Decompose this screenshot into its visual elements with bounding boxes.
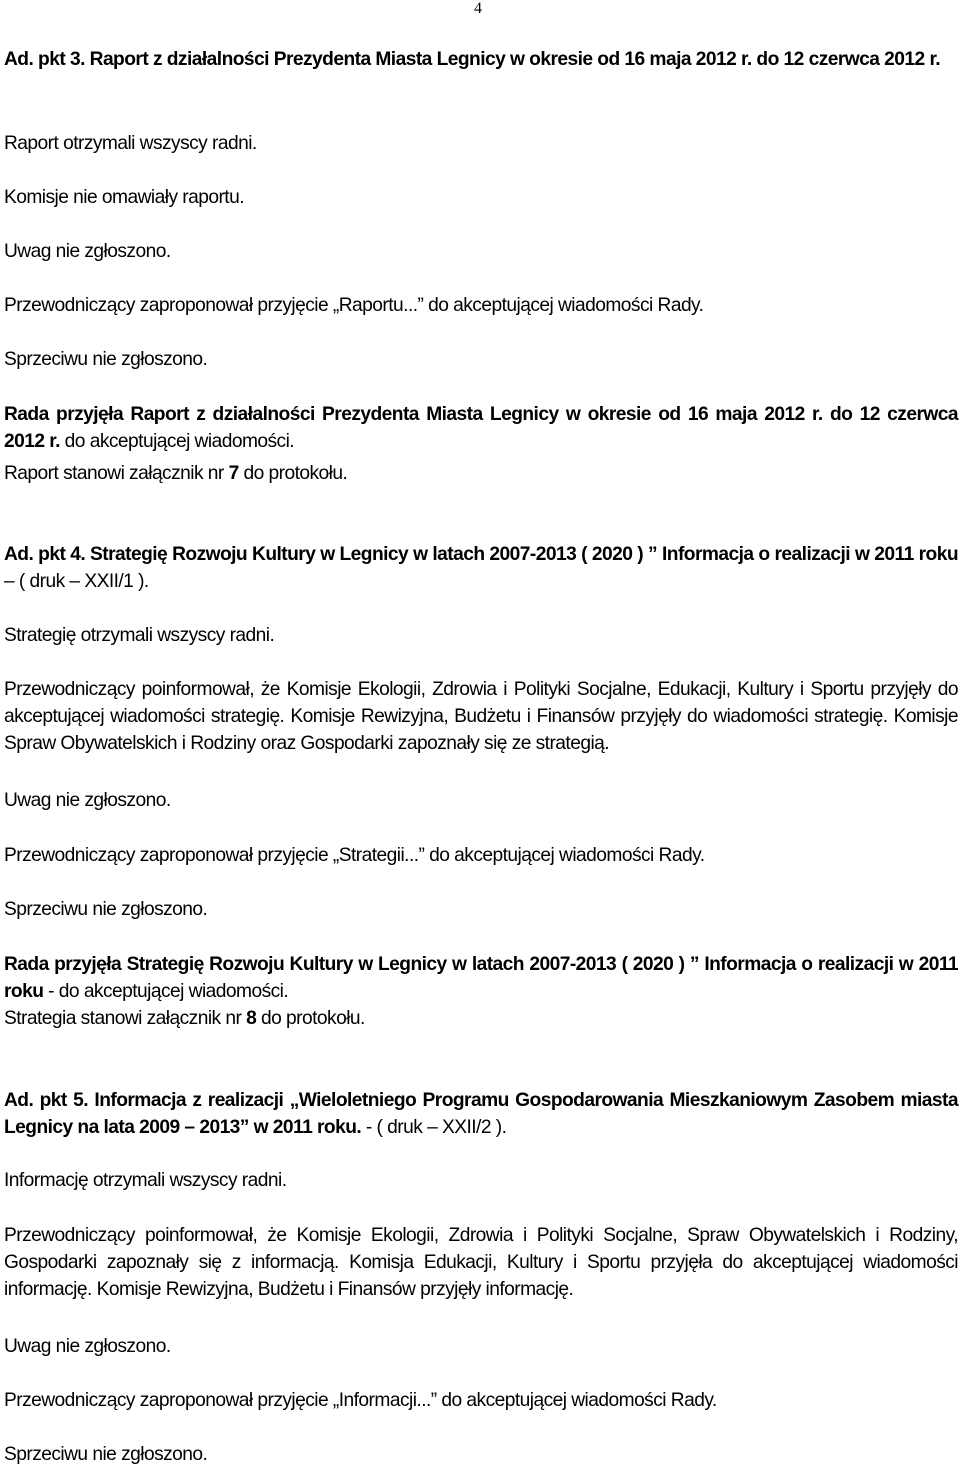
section3-attachment: Raport stanowi załącznik nr 7 do protokołu. bbox=[4, 463, 348, 484]
section4-p2: Przewodniczący poinformował, że Komisje Ekologii, Zdrowia i Polityki Socjalne, Edukacji, Kultury i Sportu przyjęły do akceptującej wiadomości strategię. Komisje Rewizyjna, Budżetu i Finansów przyjęły do wiadomości strategię. Komisje Spraw Obywatelskich i Rodziny oraz Gospodarki zapoznały się ze strategią. bbox=[4, 679, 958, 754]
section4-p1: Strategię otrzymali wszyscy radni. bbox=[4, 625, 275, 646]
section5-p5: Sprzeciwu nie zgłoszono. bbox=[4, 1444, 208, 1465]
section5-p1: Informację otrzymali wszyscy radni. bbox=[4, 1170, 287, 1191]
section4-attachment: Strategia stanowi załącznik nr 8 do protokołu. bbox=[4, 1008, 365, 1029]
section4-p5: Sprzeciwu nie zgłoszono. bbox=[4, 899, 208, 920]
section3-p1: Raport otrzymali wszyscy radni. bbox=[4, 133, 257, 154]
section5-p3: Uwag nie zgłoszono. bbox=[4, 1336, 171, 1357]
section3-p5: Sprzeciwu nie zgłoszono. bbox=[4, 349, 208, 370]
section3-heading: Ad. pkt 3. Raport z działalności Prezydenta Miasta Legnicy w okresie od 16 maja 2012 r. do 12 czerwca 2012 r. bbox=[4, 49, 941, 70]
section3-p2: Komisje nie omawiały raportu. bbox=[4, 187, 244, 208]
section5-p2: Przewodniczący poinformował, że Komisje Ekologii, Zdrowia i Polityki Socjalne, Spraw Obywatelskich i Rodziny, Gospodarki zapoznały się z informacją. Komisja Edukacji, Kultury i Sportu przyjęła do akceptującej wiadomości informację. Komisje Rewizyjna, Budżetu i Finansów przyjęły informację. bbox=[4, 1225, 958, 1300]
section4-p4: Przewodniczący zaproponował przyjęcie „Strategii...” do akceptującej wiadomości Rady. bbox=[4, 845, 705, 866]
section4-heading: Ad. pkt 4. Strategię Rozwoju Kultury w Legnicy w latach 2007-2013 ( 2020 ) ” Informacja o realizacji w 2011 roku – ( druk – XXII/1 ). bbox=[4, 544, 958, 592]
section3-p3: Uwag nie zgłoszono. bbox=[4, 241, 171, 262]
section3-resolution: Rada przyjęła Raport z działalności Prezydenta Miasta Legnicy w okresie od 16 maja 2012 r. do 12 czerwca 2012 r. do akceptującej wiadomości. bbox=[4, 404, 958, 452]
section4-resolution: Rada przyjęła Strategię Rozwoju Kultury w Legnicy w latach 2007-2013 ( 2020 ) ” Informacja o realizacji w 2011 roku - do akceptującej wiadomości. bbox=[4, 954, 958, 1002]
section3-p4: Przewodniczący zaproponował przyjęcie „Raportu...” do akceptującej wiadomości Rady. bbox=[4, 295, 704, 316]
section4-p3: Uwag nie zgłoszono. bbox=[4, 790, 171, 811]
section5-p4: Przewodniczący zaproponował przyjęcie „Informacji...” do akceptującej wiadomości Rady. bbox=[4, 1390, 717, 1411]
section5-heading: Ad. pkt 5. Informacja z realizacji „Wieloletniego Programu Gospodarowania Mieszkaniowym Zasobem miasta Legnicy na lata 2009 – 2013” w 2011 roku. - ( druk – XXII/2 ). bbox=[4, 1090, 958, 1138]
page-number: 4 bbox=[474, 0, 482, 17]
